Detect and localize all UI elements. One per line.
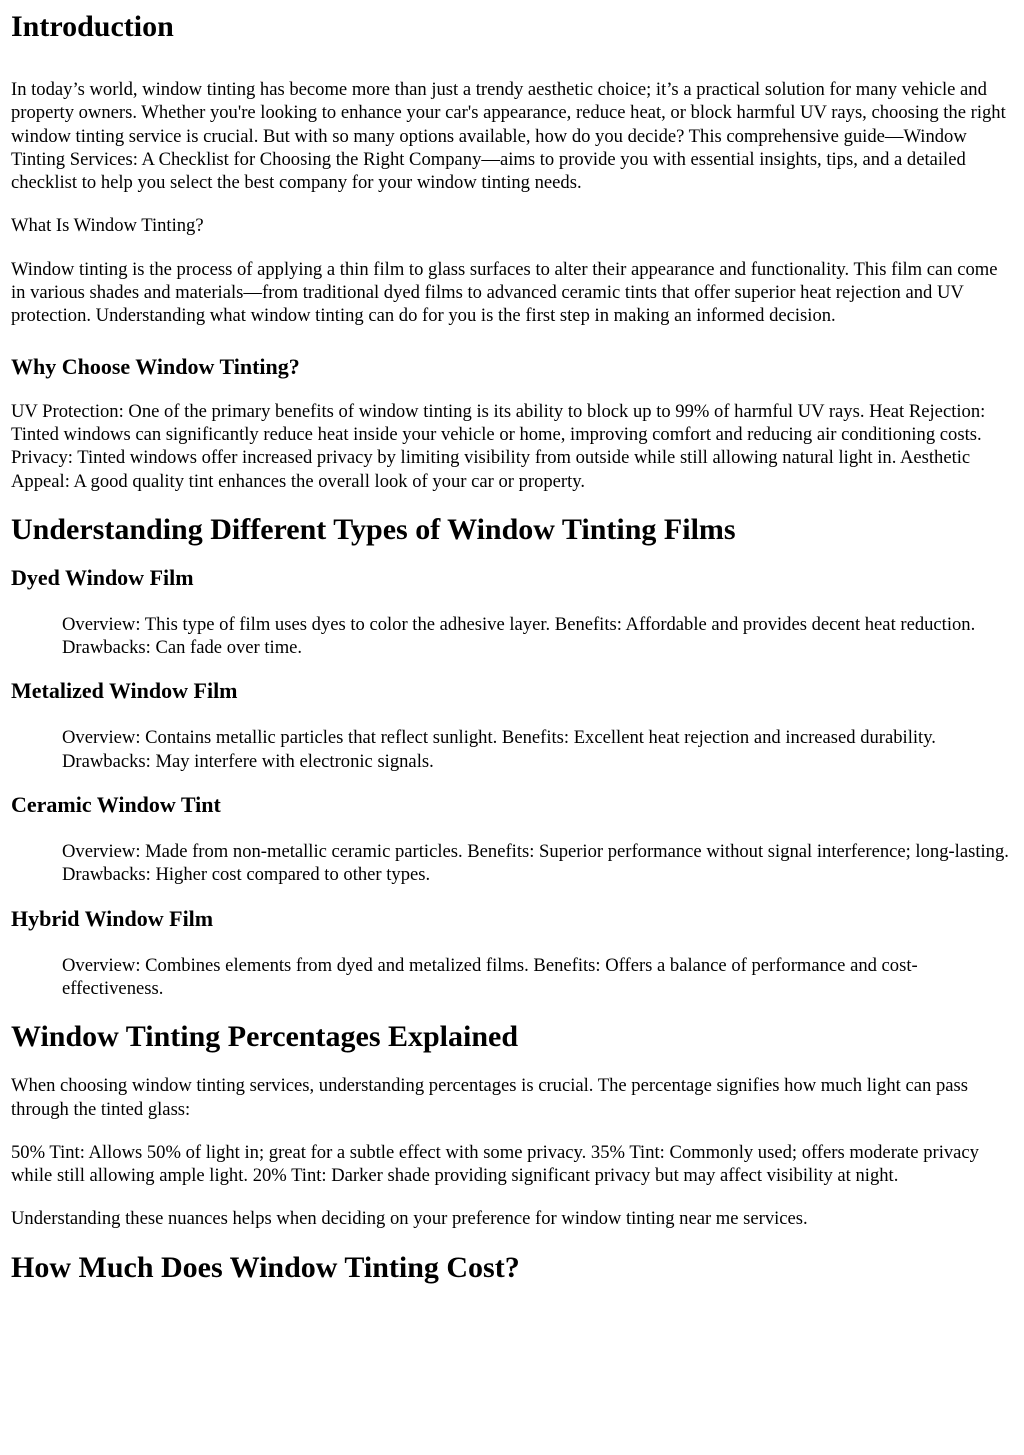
percentages-heading: Window Tinting Percentages Explained [11, 1020, 519, 1054]
article [0, 9, 1024, 1286]
percentages-list-paragraph: 50% Tint: Allows 50% of light in; great for a subtle effect with some privacy. 35% Tint: Commonly used; offers moderate privacy while still allowing ample light. 20% Tint: Darker shade providing significant privacy but may affect visibility at night. [11, 1141, 979, 1187]
percentages-intro-paragraph: When choosing window tinting services, understanding percentages is crucial. The percentage signifies how much light can pass through the tinted glass: [11, 1075, 968, 1120]
why-choose-paragraph: UV Protection: One of the primary benefits of window tinting is its ability to block up to 99% of harmful UV rays. Heat Rejection: Tinted windows can significantly reduce heat inside your vehicle or home, improving comfort and reducing air conditioning costs. Privacy: Tinted windows offer increased privacy by limiting visibility from outside while still allowing natural light in. Aesthetic Appeal: A good quality tint enhances the overall look of your car or property. [11, 400, 986, 492]
film-title-dyed: Dyed Window Film [11, 564, 194, 590]
film-description-dyed: Overview: This type of film uses dyes to color the adhesive layer. Benefits: Affordable and provides decent heat reduction. Drawbacks: Can fade over time. [62, 613, 976, 659]
film-description-ceramic: Overview: Made from non-metallic ceramic particles. Benefits: Superior performance without signal interference; long-lasting. Drawbacks: Higher cost compared to other types. [62, 841, 1009, 886]
what-is-window-tinting-paragraph: Window tinting is the process of applying a thin film to glass surfaces to alter their appearance and functionality. This film can come in various shades and materials—from traditional dyed films to advanced ceramic tints that offer superior heat rejection and UV protection. Understanding what window tinting can do for you is the first step in making an informed decision. [11, 258, 998, 327]
why-choose-heading: Why Choose Window Tinting? [11, 353, 300, 379]
film-description-hybrid: Overview: Combines elements from dyed and metalized films. Benefits: Offers a balance of performance and cost-effectiveness. [62, 954, 918, 999]
introduction-paragraph: In today’s world, window tinting has become more than just a trendy aesthetic choice; it’s a practical solution for many vehicle and property owners. Whether you're looking to enhance your car's appearance, reduce heat, or block harmful UV rays, choosing the right window tinting service is crucial. But with so many options available, how do you decide? This comprehensive guide—Window Tinting Services: A Checklist for Choosing the Right Company—aims to provide you with essential insights, tips, and a detailed checklist to help you select the best company for your window tinting needs. [11, 79, 1006, 194]
introduction-heading: Introduction [11, 10, 174, 43]
film-title-metalized: Metalized Window Film [11, 678, 238, 704]
film-description-metalized: Overview: Contains metallic particles that reflect sunlight. Benefits: Excellent heat rejection and increased durability. Drawbacks: May interfere with electronic signals. [62, 727, 936, 772]
types-heading: Understanding Different Types of Window Tinting Films [11, 512, 736, 546]
film-title-hybrid: Hybrid Window Film [11, 905, 214, 931]
what-is-window-tinting-label: What Is Window Tinting? [11, 215, 204, 237]
percentages-summary-paragraph: Understanding these nuances helps when deciding on your preference for window tinting near me services. [11, 1208, 808, 1230]
cost-heading: How Much Does Window Tinting Cost? [11, 1250, 520, 1284]
film-title-ceramic: Ceramic Window Tint [11, 792, 221, 818]
